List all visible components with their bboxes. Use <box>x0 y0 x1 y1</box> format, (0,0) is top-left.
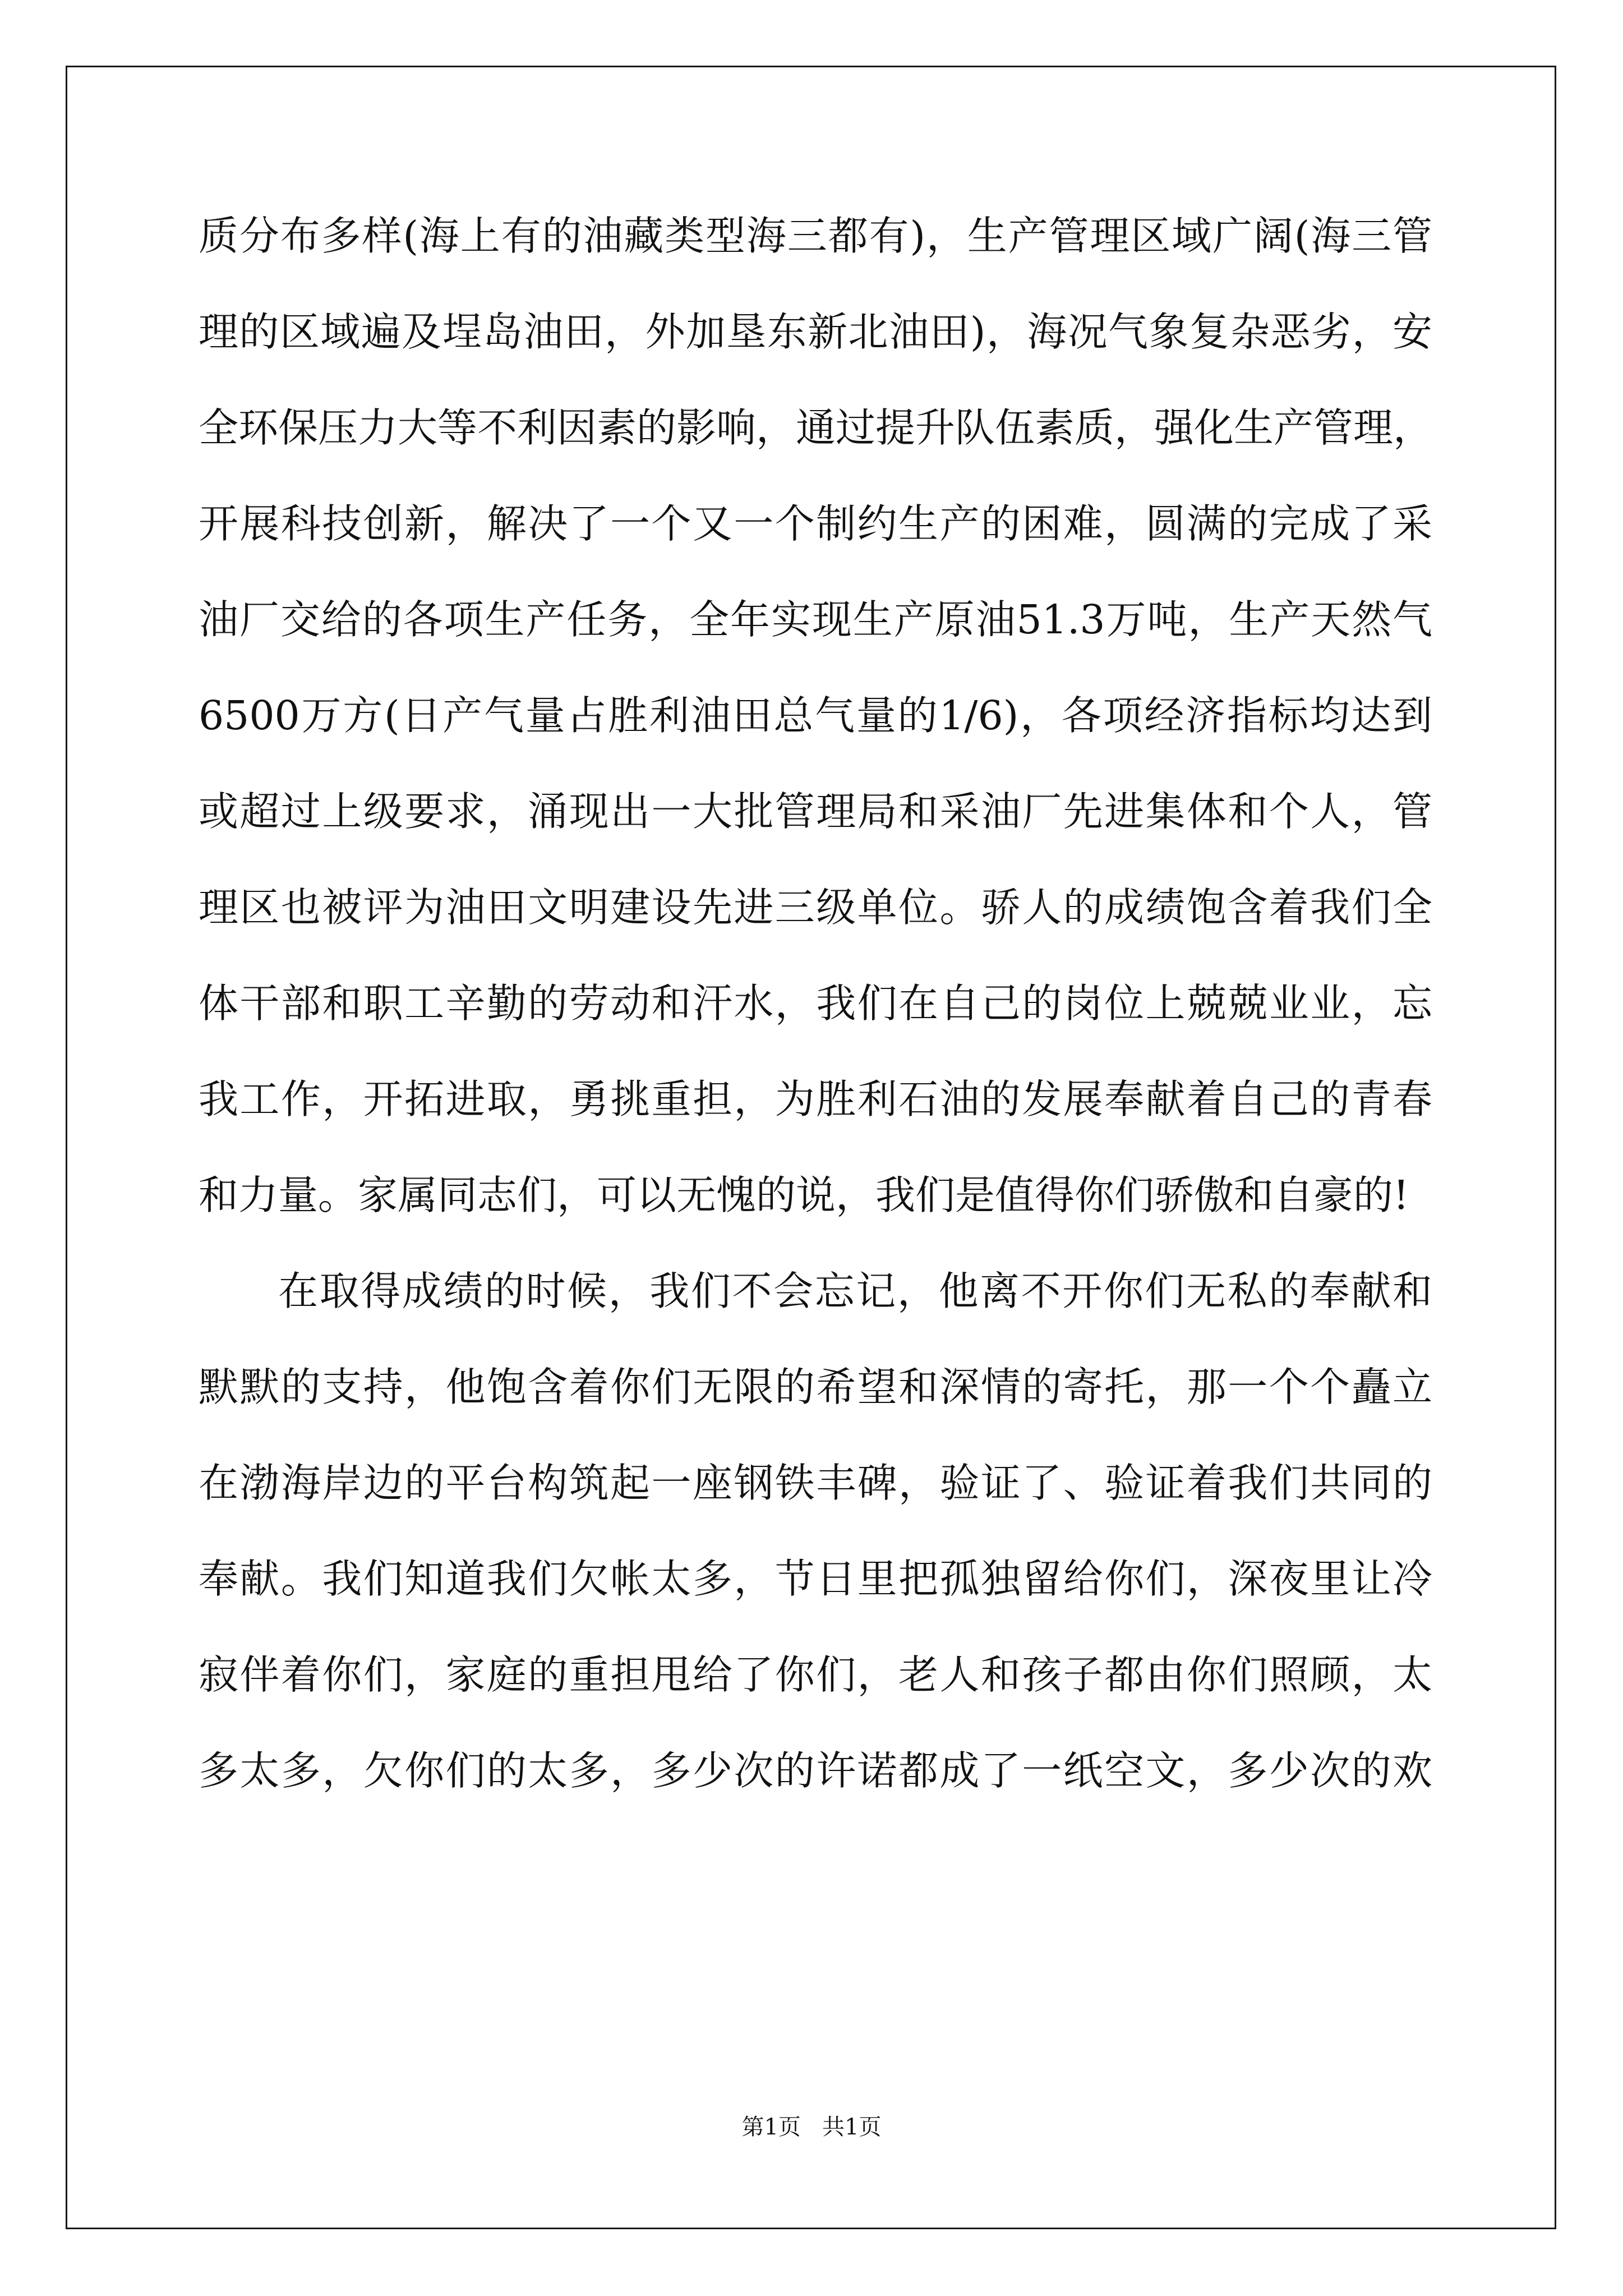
text-line: 在渤海岸边的平台构筑起一座钢铁丰碑，验证了、验证着我们共同的 <box>199 1460 1432 1506</box>
page-footer: 第1页 共1页 <box>741 2114 882 2140</box>
text-line: 体干部和职工辛勤的劳动和汗水，我们在自己的岗位上兢兢业业，忘 <box>199 980 1432 1027</box>
page-border <box>66 66 1556 2229</box>
text-line: 理区也被评为油田文明建设先进三级单位。骄人的成绩饱含着我们全 <box>199 884 1432 931</box>
text-line: 全环保压力大等不利因素的影响，通过提升队伍素质，强化生产管理， <box>199 404 1433 451</box>
text-line: 奉献。我们知道我们欠帐太多，节日里把孤独留给你们，深夜里让冷 <box>199 1556 1432 1602</box>
text-line: 和力量。家属同志们，可以无愧的说，我们是值得你们骄傲和自豪的! <box>199 1172 1409 1218</box>
text-line: 开展科技创新，解决了一个又一个制约生产的困难，圆满的完成了采 <box>199 500 1432 547</box>
text-line: 理的区域遍及埕岛油田，外加垦东新北油田)，海况气象复杂恶劣，安 <box>199 309 1432 355</box>
text-line: 油厂交给的各项生产任务，全年实现生产原油51.3万吨，生产天然气 <box>199 596 1432 643</box>
text-line: 6500万方(日产气量占胜利油田总气量的1/6)，各项经济指标均达到 <box>199 692 1432 739</box>
text-line: 质分布多样(海上有的油藏类型海三都有)，生产管理区域广阔(海三管 <box>199 213 1432 259</box>
paragraph-first-line: 在取得成绩的时候，我们不会忘记，他离不开你们无私的奉献和 <box>278 1268 1432 1314</box>
text-line: 多太多，欠你们的太多，多少次的许诺都成了一纸空文，多少次的欢 <box>199 1747 1432 1794</box>
text-line: 默默的支持，他饱含着你们无限的希望和深情的寄托，那一个个矗立 <box>199 1364 1432 1410</box>
text-line: 寂伴着你们，家庭的重担甩给了你们，老人和孩子都由你们照顾，太 <box>199 1651 1432 1698</box>
text-line: 或超过上级要求，涌现出一大批管理局和采油厂先进集体和个人，管 <box>199 788 1432 835</box>
text-line: 我工作，开拓进取，勇挑重担，为胜利石油的发展奉献着自己的青春 <box>199 1076 1432 1122</box>
